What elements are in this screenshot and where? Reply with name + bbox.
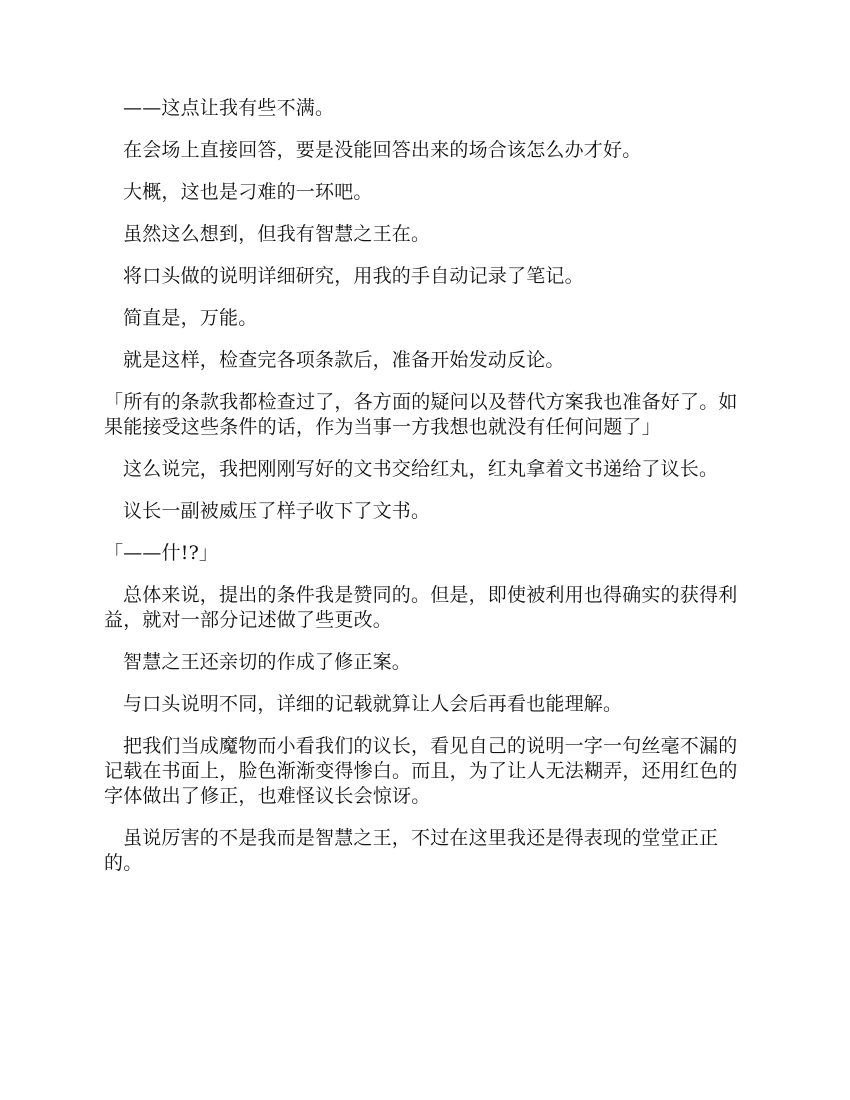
paragraph: 就是这样，检查完各项条款后，准备开始发动反论。 bbox=[123, 349, 565, 371]
paragraph: 虽说厉害的不是我而是智慧之王，不过在这里我还是得表现的堂堂正正的。 bbox=[104, 827, 719, 874]
paragraph: 虽然这么想到，但我有智慧之王在。 bbox=[123, 223, 431, 245]
paragraph: 总体来说，提出的条件我是赞同的。但是，即使被利用也得确实的获得利益，就对一部分记述做了些更改。 bbox=[104, 584, 738, 631]
paragraph: 大概，这也是刁难的一环吧。 bbox=[123, 181, 373, 203]
dialogue-paragraph: 「所有的条款我都检查过了，各方面的疑问以及替代方案我也准备好了。如果能接受这些条件的话，作为当事一方我想也就没有任何问题了」 bbox=[104, 391, 738, 438]
paragraph: 简直是，万能。 bbox=[123, 307, 258, 329]
paragraph: 把我们当成魔物而小看我们的议长，看见自己的说明一字一句丝毫不漏的记载在书面上，脸色渐渐变得惨白。而且，为了让人无法糊弄，还用红色的字体做出了修正，也难怪议长会惊讶。 bbox=[104, 735, 738, 807]
paragraph: 将口头做的说明详细研究，用我的手自动记录了笔记。 bbox=[123, 265, 584, 287]
paragraph: ——这点让我有些不满。 bbox=[123, 97, 335, 119]
paragraph: 在会场上直接回答，要是没能回答出来的场合该怎么办才好。 bbox=[123, 139, 642, 161]
paragraph: 议长一副被威压了样子收下了文书。 bbox=[123, 500, 431, 522]
paragraph: 与口头说明不同，详细的记载就算让人会后再看也能理解。 bbox=[123, 693, 623, 715]
paragraph: 这么说完，我把刚刚写好的文书交给红丸，红丸拿着文书递给了议长。 bbox=[123, 458, 719, 480]
text-body bbox=[104, 96, 756, 893]
dialogue-paragraph: 「——什!?」 bbox=[104, 542, 219, 564]
paragraph: 智慧之王还亲切的作成了修正案。 bbox=[123, 651, 412, 673]
